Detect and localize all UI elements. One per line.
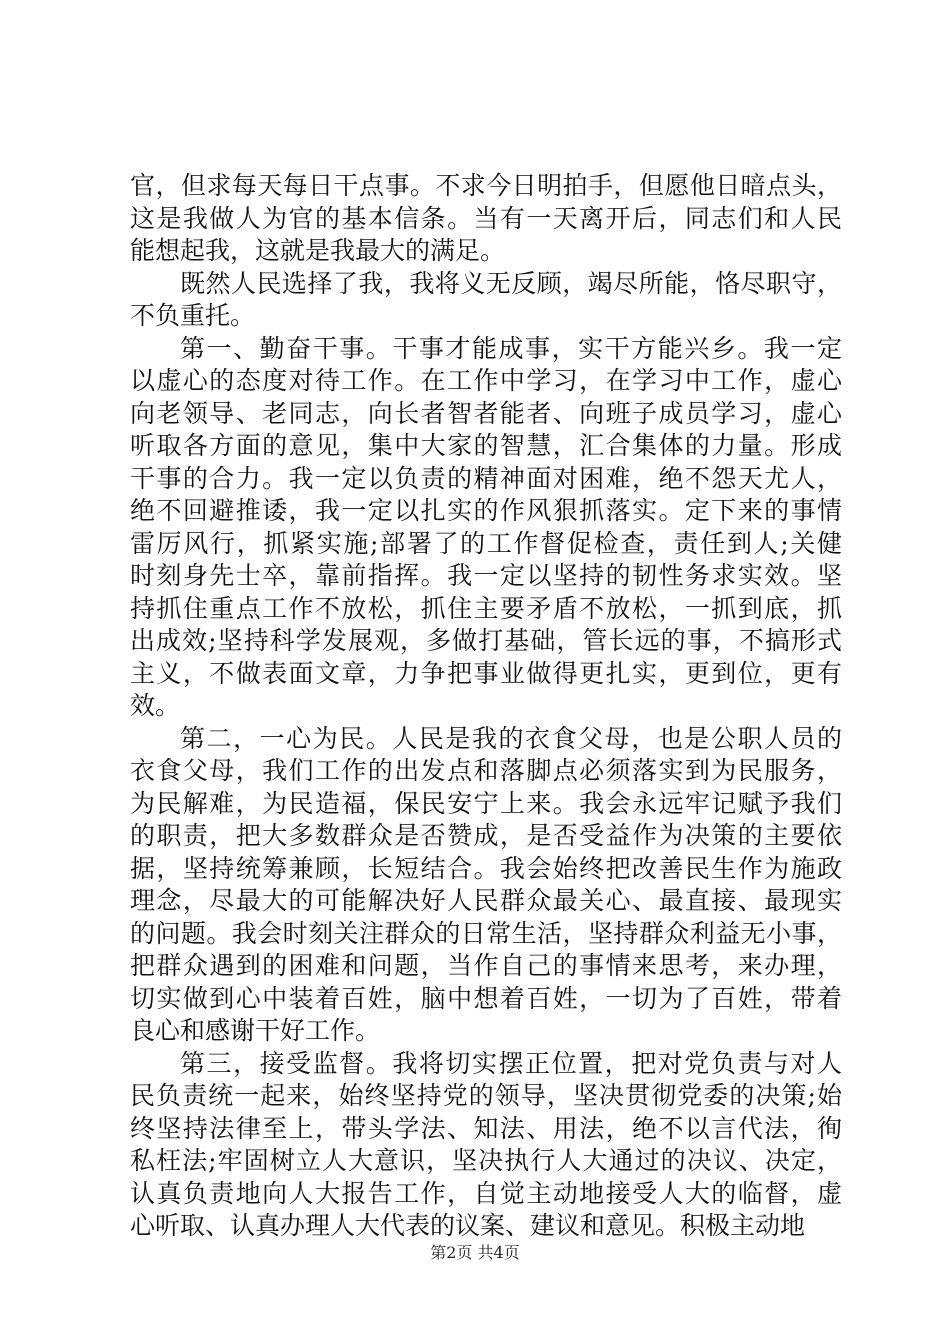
text-line: 的职责，把大多数群众是否赞成，是否受益作为决策的主要依 xyxy=(130,821,842,850)
text-line: 这是我做人为官的基本信条。当有一天离开后，同志们和人民 xyxy=(130,203,842,233)
text-line: 良心和感谢干好工作。 xyxy=(130,1016,381,1045)
text-line: 认真负责地向人大报告工作，自觉主动地接受人大的临督，虚 xyxy=(130,1178,842,1208)
text-line: 官，但求每天每日干点事。不求今日明拍手，但愿他日暗点头， xyxy=(130,171,842,200)
text-line: 雷厉风行，抓紧实施;部署了的工作督促检查，责任到人;关健 xyxy=(130,528,842,558)
text-line: 主义，不做表面文章，力争把事业做得更扎实，更到位，更有 xyxy=(130,658,842,688)
text-line: 理念，尽最大的可能解决好人民群众最关心、最直接、最现实 xyxy=(130,886,842,915)
text-line: 民负责统一起来，始终坚持党的领导，坚决贯彻党委的决策;始 xyxy=(130,1081,842,1110)
text-line: 终坚持法律至上，带头学法、知法、用法，绝不以言代法，徇 xyxy=(130,1113,842,1143)
text-line: 衣食父母，我们工作的出发点和落脚点必须落实到为民服务， xyxy=(130,756,842,785)
text-line: 听取各方面的意见，集中大家的智慧，汇合集体的力量。形成 xyxy=(130,431,842,460)
text-line: 效。 xyxy=(130,691,181,720)
paragraph xyxy=(130,723,842,1048)
document-body xyxy=(130,170,842,1243)
page-footer: 第2页 共4页 xyxy=(430,1243,520,1262)
text-line: 不负重托。 xyxy=(130,301,256,330)
text-line: 干事的合力。我一定以负责的精神面对困难，绝不怨天尤人， xyxy=(130,463,842,493)
text-line: 心听取、认真办理人大代表的议案、建议和意见。积极主动地 xyxy=(130,1211,806,1240)
paragraph xyxy=(130,268,842,333)
text-line: 把群众遇到的困难和问题，当作自己的事情来思考，来办理， xyxy=(130,951,842,980)
text-line: 据，坚持统筹兼顾，长短结合。我会始终把改善民生作为施政 xyxy=(130,853,842,883)
text-line: 既然人民选择了我，我将义无反顾，竭尽所能，恪尽职守， xyxy=(180,268,842,298)
text-line: 的问题。我会时刻关注群众的日常生活，坚持群众利益无小事， xyxy=(130,918,842,948)
text-line: 以虚心的态度对待工作。在工作中学习，在学习中工作，虚心 xyxy=(130,366,842,395)
paragraph xyxy=(130,170,842,268)
text-line: 切实做到心中装着百姓，脑中想着百姓，一切为了百姓，带着 xyxy=(130,983,842,1013)
text-line: 第一、勤奋干事。干事才能成事，实干方能兴乡。我一定 xyxy=(180,333,842,363)
text-line: 第三，接受监督。我将切实摆正位置，把对党负责与对人 xyxy=(180,1048,842,1078)
paragraph xyxy=(130,1048,842,1243)
text-line: 向老领导、老同志，向长者智者能者、向班子成员学习，虚心 xyxy=(130,398,842,428)
text-line: 第二，一心为民。人民是我的衣食父母，也是公职人员的 xyxy=(180,723,842,753)
paragraph xyxy=(130,333,842,723)
text-line: 出成效;坚持科学发展观，多做打基础，管长远的事，不搞形式 xyxy=(130,626,842,655)
text-line: 私枉法;牢固树立人大意识，坚决执行人大通过的决议、决定， xyxy=(130,1146,842,1175)
text-line: 为民解难，为民造福，保民安宁上来。我会永远牢记赋予我们 xyxy=(130,788,842,818)
text-line: 持抓住重点工作不放松，抓住主要矛盾不放松，一抓到底，抓 xyxy=(130,593,842,623)
text-line: 绝不回避推诿，我一定以扎实的作风狠抓落实。定下来的事情 xyxy=(130,496,842,525)
text-line: 能想起我，这就是我最大的满足。 xyxy=(130,236,506,265)
text-line: 时刻身先士卒，靠前指挥。我一定以坚持的韧性务求实效。坚 xyxy=(130,561,842,590)
